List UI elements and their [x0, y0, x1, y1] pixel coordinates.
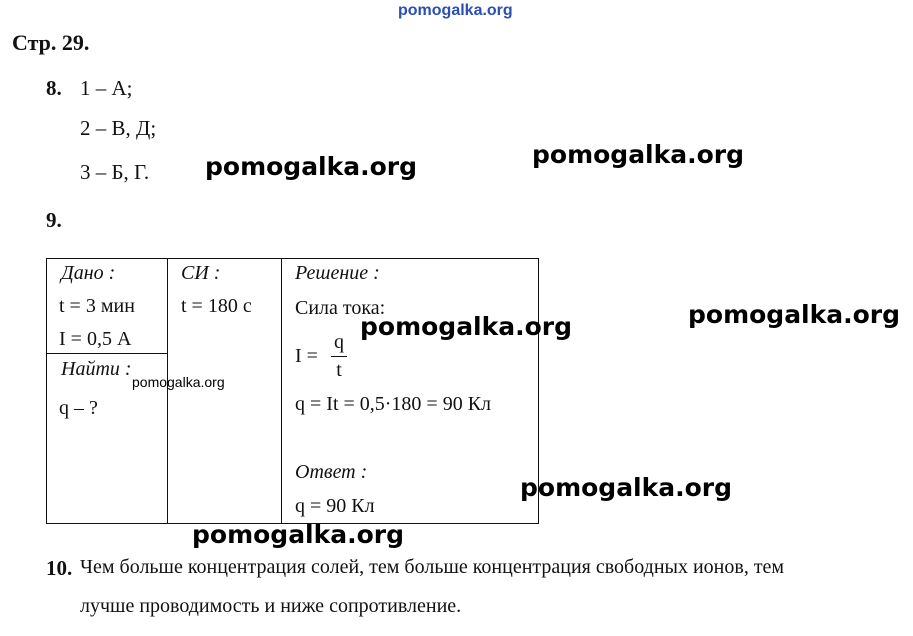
task-10-line: лучше проводимость и ниже сопротивление.	[80, 595, 462, 617]
task-8-number: 8.	[46, 76, 62, 100]
watermark: pomogalka.org	[532, 140, 745, 169]
fraction-bar	[331, 356, 347, 357]
given-header: Дано :	[61, 262, 116, 284]
formula-denominator: t	[336, 359, 342, 381]
watermark: pomogalka.org	[688, 300, 901, 329]
si-time: t = 180 с	[181, 295, 252, 317]
page-title: Стр. 29.	[12, 30, 90, 55]
task-8-line: 1 – А;	[80, 76, 133, 100]
task-9-number: 9.	[46, 208, 62, 232]
task-10-line: Чем больше концентрация солей, тем больше концентрация свободных ионов, тем	[80, 556, 785, 578]
answer-header: Ответ :	[295, 461, 368, 483]
watermark: pomogalka.org	[205, 152, 418, 181]
find-header: Найти :	[61, 358, 132, 380]
watermark-top: pomogalka.org	[398, 2, 513, 19]
formula-numerator: q	[334, 331, 344, 353]
task-10-number: 10.	[46, 556, 73, 580]
solution-intro: Сила тока:	[295, 297, 386, 319]
watermark: pomogalka.org	[192, 520, 405, 549]
table-divider	[167, 259, 168, 523]
si-header: СИ :	[181, 262, 221, 284]
task-8-line: 2 – В, Д;	[80, 116, 157, 140]
watermark-small: pomogalka.org	[132, 374, 225, 390]
watermark: pomogalka.org	[520, 473, 733, 502]
answer-value: q = 90 Кл	[295, 495, 375, 517]
solution-header: Решение :	[295, 262, 380, 284]
table-divider	[47, 353, 167, 354]
find-charge: q – ?	[59, 397, 98, 419]
task-8-line: 3 – Б, Г.	[80, 160, 150, 184]
given-time: t = 3 мин	[59, 295, 135, 317]
given-current: I = 0,5 А	[59, 328, 132, 350]
formula-fraction	[331, 331, 347, 382]
formula-lhs: I =	[295, 345, 318, 367]
solution-table	[46, 258, 539, 524]
watermark: pomogalka.org	[360, 312, 573, 341]
solution-calc: q = It = 0,5·180 = 90 Кл	[295, 393, 492, 415]
table-divider	[281, 259, 282, 523]
